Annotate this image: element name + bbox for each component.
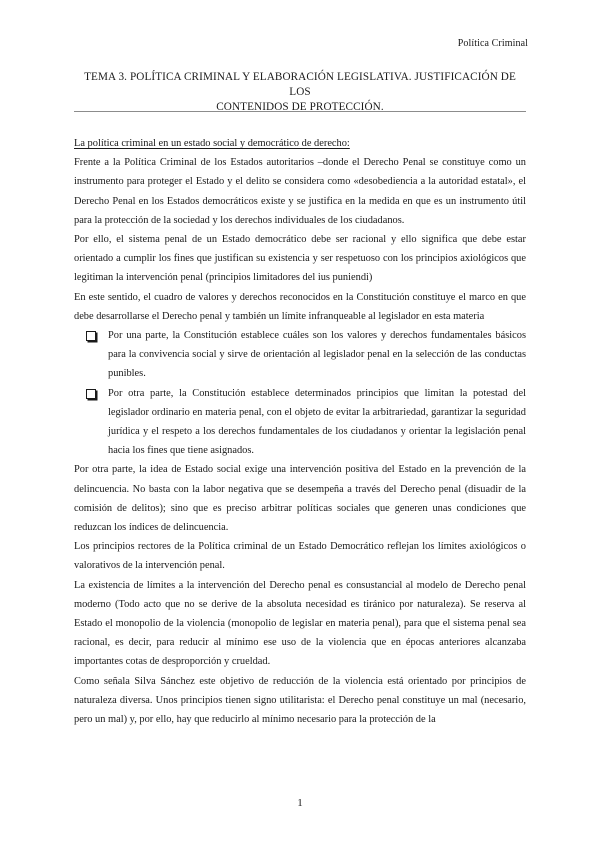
paragraph: Por otra parte, la idea de Estado social exige una intervención positiva del Estado en la prevención de la delincuencia. No basta con la labor negativa que se desempeña a través del Derecho penal (disuadir de la comisión de delitos); sino que es preciso arbitrar políticas sociales que generen unas condiciones que reduzcan los índices de delincuencia. [74, 464, 526, 534]
bullet-text: Por una parte, la Constitución establece cuáles son los valores y derechos fundamentales básicos para la convivencia social y sirve de orientación al legislador penal en la selección de las conductas punibles. [108, 330, 526, 380]
document-title [74, 70, 526, 115]
page-number: 1 [297, 797, 303, 809]
bullet-text: Por otra parte, la Constitución establece determinados principios que limitan la potestad del legislador ordinario en materia penal, con el objeto de evitar la arbitrariedad, garantizar la seguridad jurídica y el respeto a los derechos fundamentales de los ciudadanos y orientar la legislación penal hacia los fines que tiene asignados. [108, 387, 526, 457]
document-body [74, 134, 526, 729]
paragraph: Por ello, el sistema penal de un Estado democrático debe ser racional y ello significa que debe estar orientado a cumplir los fines que justifican su existencia y ser respetuoso con los principios axiológicos que legitiman la intervención penal (principios limitadores del ius puniendi) [74, 234, 526, 284]
checkbox-bullet-icon [86, 331, 96, 341]
paragraph: Los principios rectores de la Política criminal de un Estado Democrático reflejan los límites axiológicos o valorativos de la intervención penal. [74, 541, 526, 572]
section-heading: La política criminal en un estado social y democrático de derecho: [74, 138, 350, 149]
title-line: CONTENIDOS DE PROTECCIÓN. [216, 101, 384, 113]
title-divider [74, 111, 526, 112]
bullet-list [74, 326, 526, 460]
paragraph: Como señala Silva Sánchez este objetivo de reducción de la violencia está orientado por principios de naturaleza diversa. Unos principios tienen signo utilitarista: el Derecho penal constituye un mal (necesario, pero un mal) y, por ello, hay que reducirlo al mínimo necesario para la protección de la [74, 675, 526, 726]
bullet-item [74, 326, 526, 384]
paragraph: En este sentido, el cuadro de valores y derechos reconocidos en la Constitución constituye el marco en que debe desarrollarse el Derecho penal y también un límite infranqueable al legislador en esta materia [74, 291, 526, 322]
paragraph: Frente a la Política Criminal de los Estados autoritarios –donde el Derecho Penal se constituye como un instrumento para proteger el Estado y el delito se considera como «desobediencia a la autoridad estatal», el Derecho Penal en los Estados democráticos existe y se justifica en la medida en que es un instrumento útil para la protección de la sociedad y los derechos individuales de los ciudadanos. [74, 157, 526, 226]
title-line: TEMA 3. POLÍTICA CRIMINAL Y ELABORACIÓN LEGISLATIVA. JUSTIFICACIÓN DE LOS [84, 71, 516, 98]
running-header: Política Criminal [457, 38, 528, 49]
paragraph: La existencia de límites a la intervención del Derecho penal es consustancial al modelo de Derecho penal moderno (Todo acto que no se derive de la absoluta necesidad es tiránico por naturaleza). Se reserva al Estado el monopolio de la violencia (monopolio de legislar en materia penal), para que el sistema penal sea racional, es decir, para reducir al mínimo ese uso de la violencia que en épocas anteriores alcanzaba importantes cotas de desproporción y crueldad. [74, 579, 526, 668]
bullet-item [74, 384, 526, 461]
checkbox-bullet-icon [86, 389, 96, 399]
